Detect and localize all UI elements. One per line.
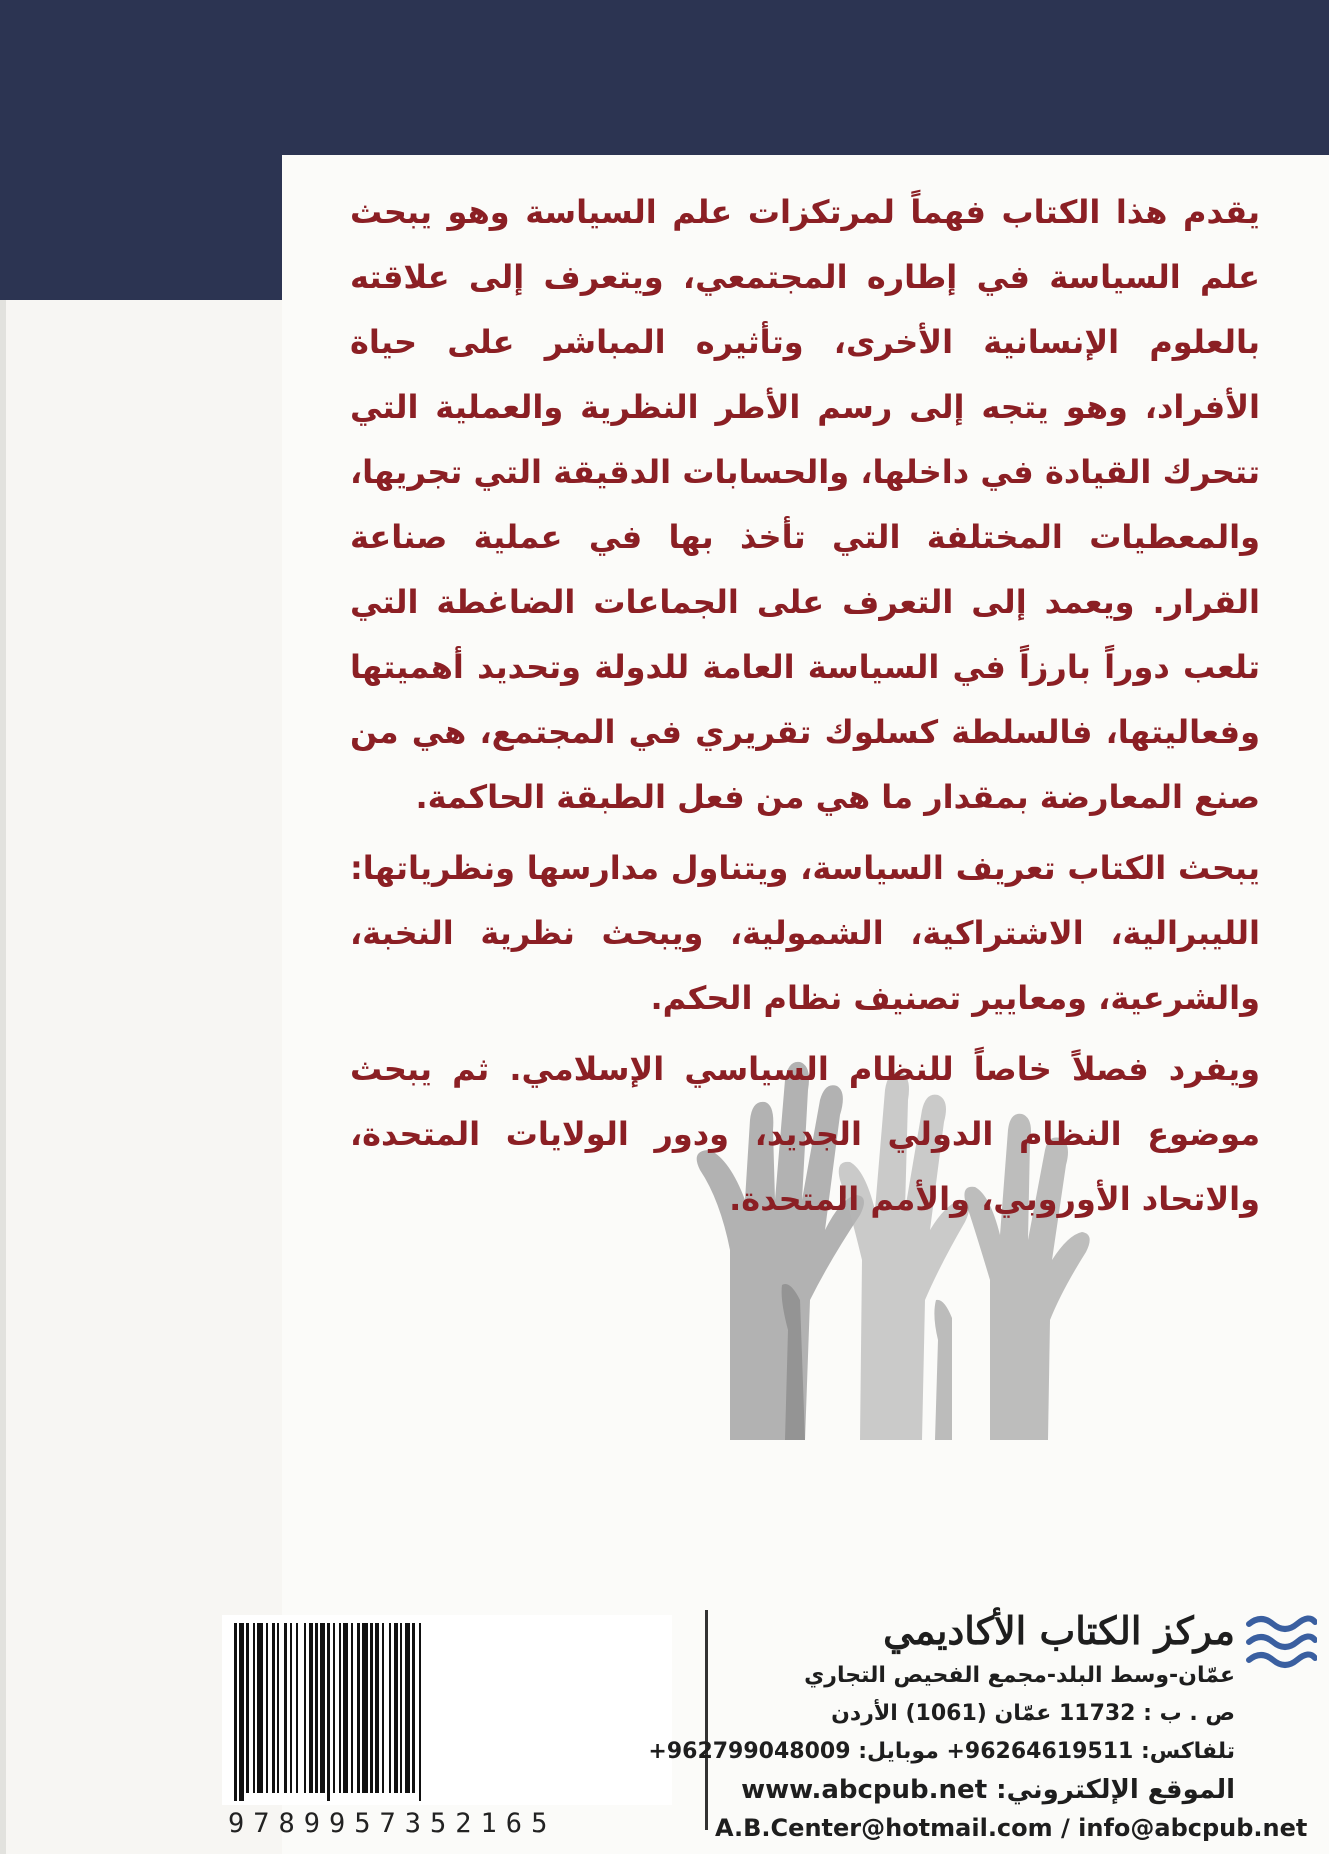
blurb-paragraph-1: يقدم هذا الكتاب فهماً لمرتكزات علم السياسة وهو يبحث علم السياسة في إطاره المجتمعي، ويتعرف إلى علاقته بالعلوم الإنسانية الأخرى، وتأثيره المباشر على حياة الأفراد، وهو يتجه إلى رسم الأطر النظرية والعملية التي تتحرك القيادة في داخلها، والحسابات الدقيقة التي تجريها، والمعطيات المختلفة التي تأخذ بها في عملية صناعة القرار. ويعمد إلى التعرف على الجماعات الضاغطة التي تلعب دوراً بارزاً في السياسة العامة للدولة وتحديد أهميتها وفعاليتها، فالسلطة كسلوك تقريري في المجتمع، هي من صنع المعارضة بمقدار ما هي من فعل الطبقة الحاكمة.	[350, 193, 1260, 816]
barcode-bar	[394, 1623, 398, 1793]
barcode-bar	[370, 1623, 373, 1793]
isbn-digits: 9789957352165	[228, 1808, 557, 1839]
back-cover-blurb	[350, 180, 1260, 1238]
barcode-bar	[405, 1623, 410, 1793]
barcode-bar	[239, 1623, 244, 1801]
barcode-bar	[296, 1623, 298, 1793]
barcode-bar	[284, 1623, 287, 1793]
barcode-bar	[277, 1623, 279, 1793]
publisher-waves-logo	[1245, 1610, 1317, 1674]
barcode-bar	[257, 1623, 263, 1793]
barcode-bar	[309, 1623, 313, 1793]
barcode-bar	[234, 1623, 237, 1801]
barcode-bar	[339, 1623, 341, 1793]
barcode-bar	[357, 1623, 360, 1793]
barcode-bar	[315, 1623, 318, 1793]
isbn-barcode	[222, 1615, 672, 1805]
barcode-bar	[351, 1623, 353, 1793]
barcode-bar	[272, 1623, 275, 1793]
publisher-website: الموقع الإلكتروني: www.abcpub.net	[741, 1775, 1235, 1805]
barcode-bar	[253, 1623, 255, 1793]
barcode-bar	[412, 1623, 415, 1793]
barcode-bar	[343, 1623, 348, 1793]
barcode-bar	[333, 1623, 335, 1793]
barcode-bar	[304, 1623, 306, 1793]
barcode-bar	[389, 1623, 391, 1793]
publisher-emails: A.B.Center@hotmail.com / info@abcpub.net	[715, 1814, 1308, 1842]
barcode-bar	[419, 1623, 421, 1801]
publisher-info	[648, 1605, 1308, 1847]
blurb-paragraph-2: يبحث الكتاب تعريف السياسة، ويتناول مدارسها ونظرياتها: الليبرالية، الاشتراكية، الشمولية، ويبحث نظرية النخبة، والشرعية، ومعايير تصنيف نظام الحكم.	[350, 849, 1260, 1017]
cover-left-edge	[0, 300, 6, 1854]
barcode-bar	[362, 1623, 368, 1793]
barcode-bar	[327, 1623, 330, 1801]
blurb-paragraph-3: ويفرد فصلاً خاصاً للنظام السياسي الإسلامي. ثم يبحث موضوع النظام الدولي الجديد، ودور الولايات المتحدة، والاتحاد الأوروبي، والأمم المتحدة.	[350, 1050, 1260, 1218]
barcode-bar	[375, 1623, 379, 1793]
publisher-address: عمّان-وسط البلد-مجمع الفحيص التجاري	[804, 1663, 1235, 1688]
barcode-bar	[290, 1623, 292, 1793]
barcode-bar	[266, 1623, 268, 1793]
barcode-bar	[246, 1623, 249, 1793]
publisher-pobox: ص . ب : 11732 عمّان (1061) الأردن	[831, 1701, 1235, 1726]
publisher-name: مركز الكتاب الأكاديمي	[883, 1608, 1235, 1653]
publisher-divider	[705, 1610, 708, 1830]
barcode-bar	[320, 1623, 325, 1793]
barcode-bar	[400, 1623, 402, 1793]
publisher-phones: تلفاكس: 96264619511+ موبايل: 962799048009+	[648, 1739, 1235, 1764]
barcode-bar	[382, 1623, 384, 1793]
